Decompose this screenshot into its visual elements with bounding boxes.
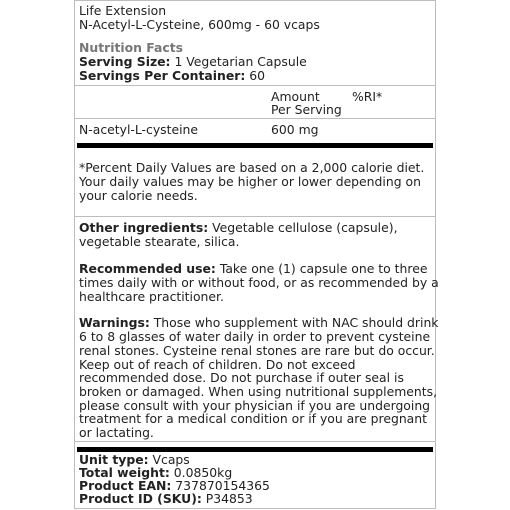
recommended-line1 [79,262,431,276]
ingredients-line1 [79,221,431,235]
unit-type-label: Unit type: [79,452,149,467]
warnings-line: renal stones. Cysteine renal stones are rare but do occur. [79,343,435,358]
product-ean-label: Product EAN: [79,478,172,493]
serving-size-value: 1 Vegetarian Capsule [170,54,307,69]
total-weight-value: 0.0850kg [169,465,233,480]
nutrient-amount: 600 mg [271,122,319,137]
product-ean-value: 737870154365 [171,478,270,493]
product-sku-label: Product ID (SKU): [79,491,202,506]
serving-size-label: Serving Size: [79,54,171,69]
brand-name: Life Extension [79,3,167,18]
product-title: N-Acetyl-L-Cysteine, 600mg - 60 vcaps [79,17,320,32]
divider [75,118,435,119]
divider [75,441,435,442]
warnings-label: Warnings: [79,315,150,330]
footnote-line: Your daily values may be higher or lower depending on [79,174,421,189]
recommended-line3: healthcare practitioner. [79,289,224,304]
warnings-line1 [79,315,439,330]
footnote-line: your calorie needs. [79,188,198,203]
warnings-line: recommended dose. Do not purchase if outer seal is [79,370,404,385]
warnings-line: Keep out of reach of children. Do not exceed [79,357,356,372]
warnings-line: 6 to 8 glasses of water daily in order to prevent cysteine [79,329,431,344]
nutrition-facts-heading: Nutrition Facts [79,40,184,55]
footnote-line: *Percent Daily Values are based on a 2,000 calorie diet. [79,160,425,175]
product-sku-value: P34853 [201,491,253,506]
servings-label: Servings Per Container: [79,68,246,83]
unit-type-value: Vcaps [148,452,190,467]
nutrient-name: N-acetyl-L-cysteine [79,122,199,137]
ingredients-label: Other ingredients: [79,220,209,235]
divider [75,85,435,86]
supplement-label-panel [74,0,439,509]
recommended-text: Take one (1) capsule one to three [215,261,428,276]
ingredients-line2: vegetable stearate, silica. [79,234,240,249]
total-weight-label: Total weight: [79,465,170,480]
ingredients-text: Vegetable cellulose (capsule), [208,220,398,235]
servings-value: 60 [245,68,266,83]
warnings-text: Those who supplement with NAC should drink [149,315,439,330]
recommended-label: Recommended use: [79,261,216,276]
divider [75,216,435,217]
warnings-line: broken or damaged. When using nutritional supplements, [79,384,438,399]
warnings-line: please consult with your physician if you are undergoing [79,398,431,413]
warnings-line: or lactating. [79,425,154,440]
thick-rule [77,143,433,148]
amount-header-line2: Per Serving [271,102,342,117]
servings-per-container [79,69,431,83]
recommended-line2: times daily with or without food, or as recommended by a [79,275,439,290]
product-sku [79,492,431,506]
serving-size [79,55,431,69]
warnings-line: treatment for a medical condition or if you are pregnant [79,411,427,426]
amount-header-line1: Amount [271,89,320,104]
ri-header: %RI* [352,89,383,104]
